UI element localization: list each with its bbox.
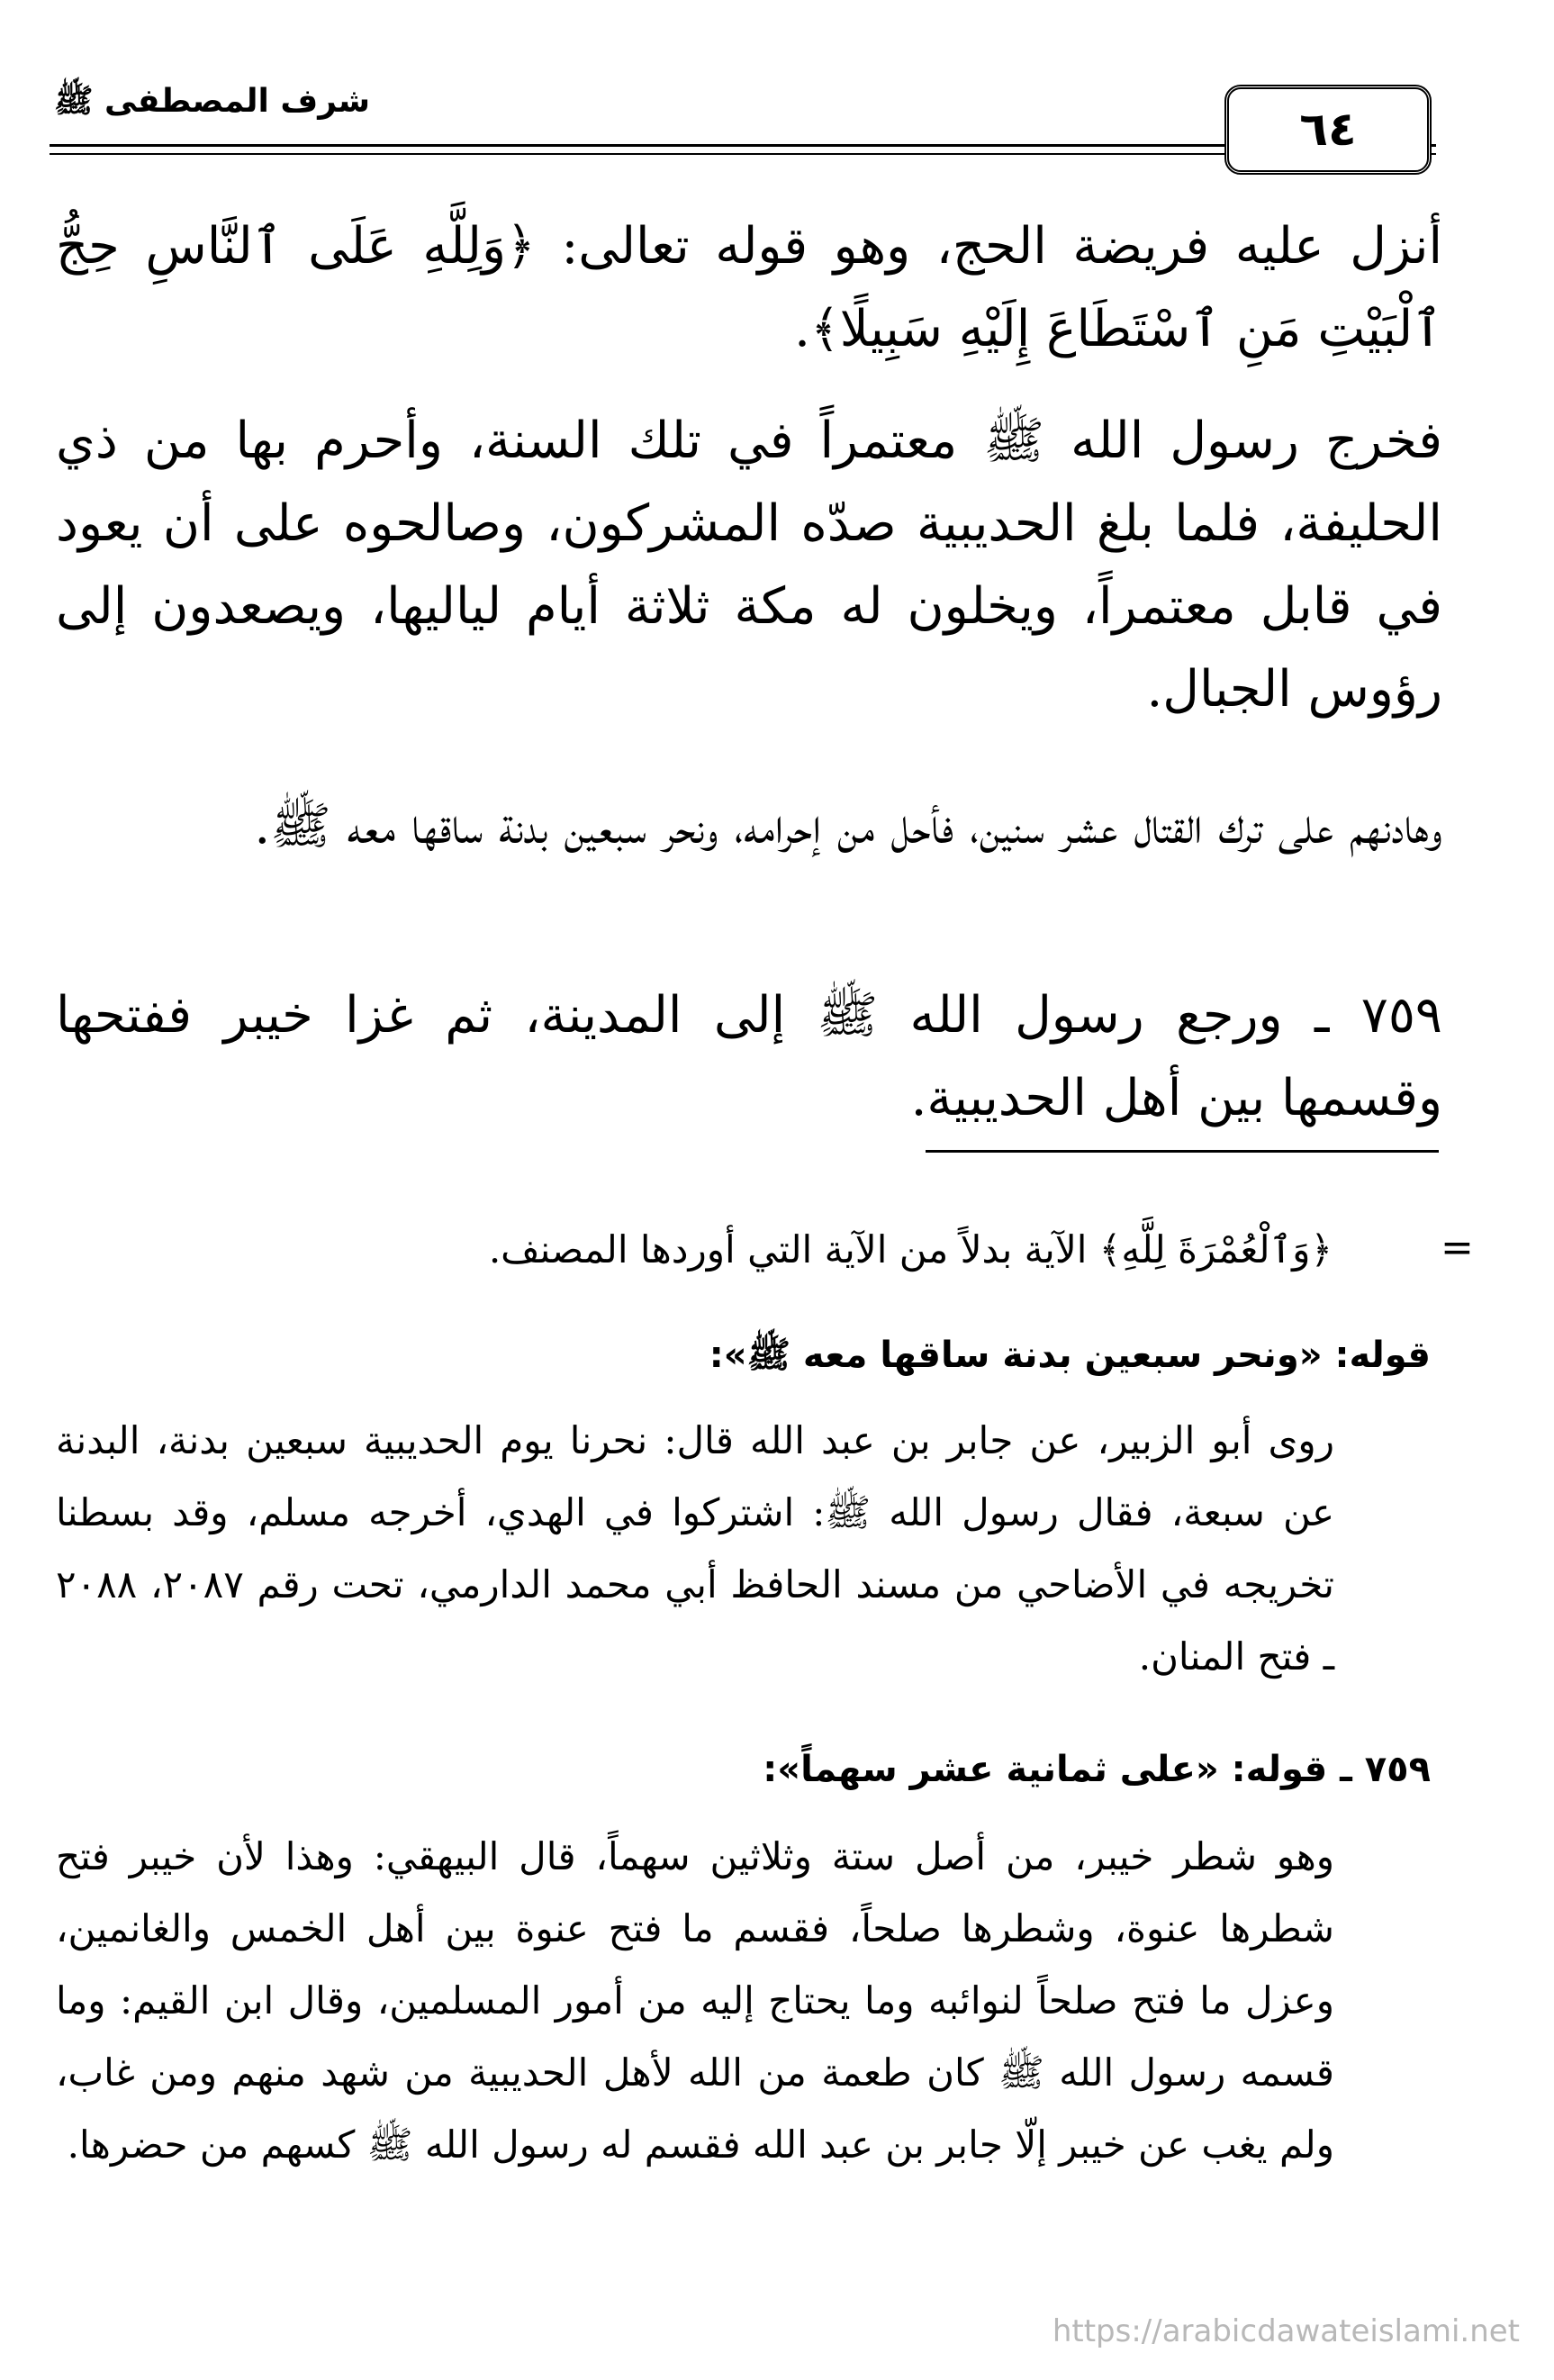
footnote-continuation: ﴿وَٱلْعُمْرَةَ لِلَّهِ﴾ الآية بدلاً من الآية التي أوردها المصنف.: [488, 1227, 1333, 1271]
footnote-note-2: وهو شطر خيبر، من أصل ستة وثلاثين سهماً، قال البيهقي: وهذا لأن خيبر فتح شطرها عنوة، وشطرها صلحاً، فقسم ما فتح عنوة بين أهل الخمس والغانمين، وعزل ما فتح صلحاً لنوائبه وما يحتاج إليه من أمور المسلمين، وقال ابن القيم: وما قسمه رسول الله ﷺ كان طعمة من الله لأهل الحديبية من شهد منهم ومن غاب، ولم يغب عن خيبر إلّا جابر بن عبد الله فقسم له رسول الله ﷺ كسهم من حضرها.: [56, 1834, 1334, 2167]
running-title: شرف المصطفى ﷺ: [54, 83, 371, 120]
footnote-continuation-mark: =: [1441, 1225, 1474, 1271]
page-number: ٦٤: [1299, 103, 1357, 157]
footnote-heading-1: قوله: «ونحر سبعين بدنة ساقها معه ﷺ»:: [709, 1335, 1431, 1376]
page-header: [50, 79, 1436, 160]
page-number-frame: [1224, 85, 1432, 175]
body-paragraph-3: وهادنهم على ترك القتال عشر سنين، فأحل من إحرامه، ونحر سبعين بدنة ساقها معه ﷺ.: [254, 797, 1442, 855]
body-paragraph-4: ٧٥٩ ـ ورجع رسول الله ﷺ إلى المدينة، ثم غزا خيبر ففتحها وقسمها بين أهل الحديبية.: [56, 986, 1442, 1127]
body-paragraph-1: أنزل عليه فريضة الحج، وهو قوله تعالى: ﴿وَلِلَّهِ عَلَى ٱلنَّاسِ حِجُّ ٱلْبَيْتِ مَنِ ٱسْتَطَاعَ إِلَيْهِ سَبِيلًا﴾.: [56, 217, 1442, 358]
body-paragraph-2: فخرج رسول الله ﷺ معتمراً في تلك السنة، وأحرم بها من ذي الحليفة، فلما بلغ الحديبية صدّه المشركون، وصالحوه على أن يعود في قابل معتمراً، ويخلون له مكة ثلاثة أيام لياليها، ويصعدون إلى رؤوس الجبال.: [56, 412, 1442, 719]
footnote-heading-2: ٧٥٩ ـ قوله: «على ثمانية عشر سهماً»:: [763, 1749, 1431, 1790]
footnote-note-1: روى أبو الزبير، عن جابر بن عبد الله قال: نحرنا يوم الحديبية سبعين بدنة، البدنة عن سبعة، فقال رسول الله ﷺ: اشتركوا في الهدي، أخرجه مسلم، وقد بسطنا تخريجه في الأضاحي من مسند الحافظ أبي محمد الدارمي، تحت رقم ٢٠٨٧، ٢٠٨٨ ـ فتح المنان.: [56, 1418, 1334, 1679]
footnote-separator: [926, 1150, 1439, 1153]
watermark-url: https://arabicdawateislami.net: [1052, 2313, 1520, 2349]
